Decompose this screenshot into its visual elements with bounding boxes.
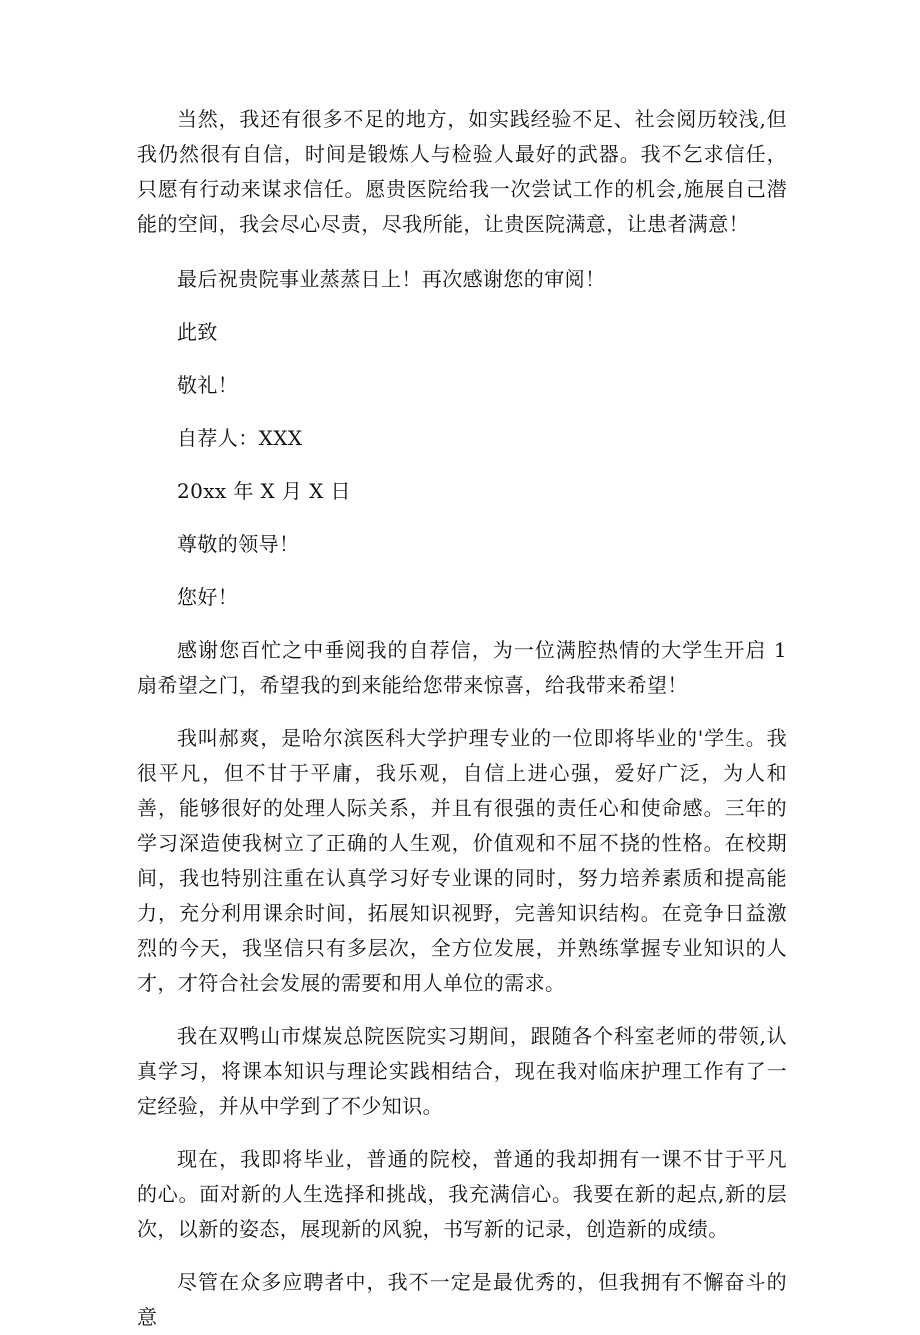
paragraph-internship: 我在双鸭山市煤炭总院医院实习期间，跟随各个科室老师的带领,认真学习，将课本知识与理论实践相结合，现在我对临床护理工作有了一定经验，并从中学到了不少知识。 (137, 1024, 787, 1118)
paragraph-introduction: 我叫郝爽，是哈尔滨医科大学护理专业的一位即将毕业的'学生。我很平凡，但不甘于平庸，我乐观，自信上进心强，爱好广泛，为人和善，能够很好的处理人际关系，并且有很强的责任心和使命感。三年的学习深造使我树立了正确的人生观，价值观和不屈不挠的性格。在校期间，我也特别注重在认真学习好专业课的同时，努力培养素质和提高能力，充分利用课余时间，拓展知识视野，完善知识结构。在竞争日益激烈的今天，我坚信只有多层次，全方位发展，并熟练掌握专业知识的人才，才符合社会发展的需要和用人单位的需求。 (137, 726, 787, 995)
paragraph-signature: 自荐人：XXX (177, 426, 303, 450)
paragraph-closing-wish: 最后祝贵院事业蒸蒸日上！再次感谢您的审阅！ (177, 267, 606, 291)
paragraph-greeting-hello: 您好！ (177, 585, 239, 609)
paragraph-date: 20xx 年 X 月 X 日 (177, 479, 351, 503)
paragraph-competition: 尽管在众多应聘者中，我不一定是最优秀的，但我拥有不懈奋斗的意 (137, 1270, 787, 1329)
paragraph-salutation-jingli: 敬礼！ (177, 373, 239, 397)
paragraph-graduation: 现在，我即将毕业，普通的院校，普通的我却拥有一课不甘于平凡的心。面对新的人生选择和挑战，我充满信心。我要在新的起点,新的层次，以新的姿态，展现新的风貌，书写新的记录，创造新的成绩。 (137, 1147, 787, 1241)
paragraph-thanks: 感谢您百忙之中垂阅我的自荐信，为一位满腔热情的大学生开启 1 扇希望之门，希望我的到来能给您带来惊喜，给我带来希望！ (137, 638, 787, 697)
document-body (137, 102, 787, 1335)
paragraph-shortcomings: 当然，我还有很多不足的地方，如实践经验不足、社会阅历较浅,但我仍然很有自信，时间是锻炼人与检验人最好的武器。我不乞求信任，只愿有行动来谋求信任。愿贵医院给我一次尝试工作的机会,施展自己潜能的空间，我会尽心尽责，尽我所能，让贵医院满意，让患者满意！ (137, 107, 787, 236)
paragraph-salutation-cizhi: 此致 (177, 320, 218, 344)
paragraph-greeting-leader: 尊敬的领导！ (177, 532, 300, 556)
